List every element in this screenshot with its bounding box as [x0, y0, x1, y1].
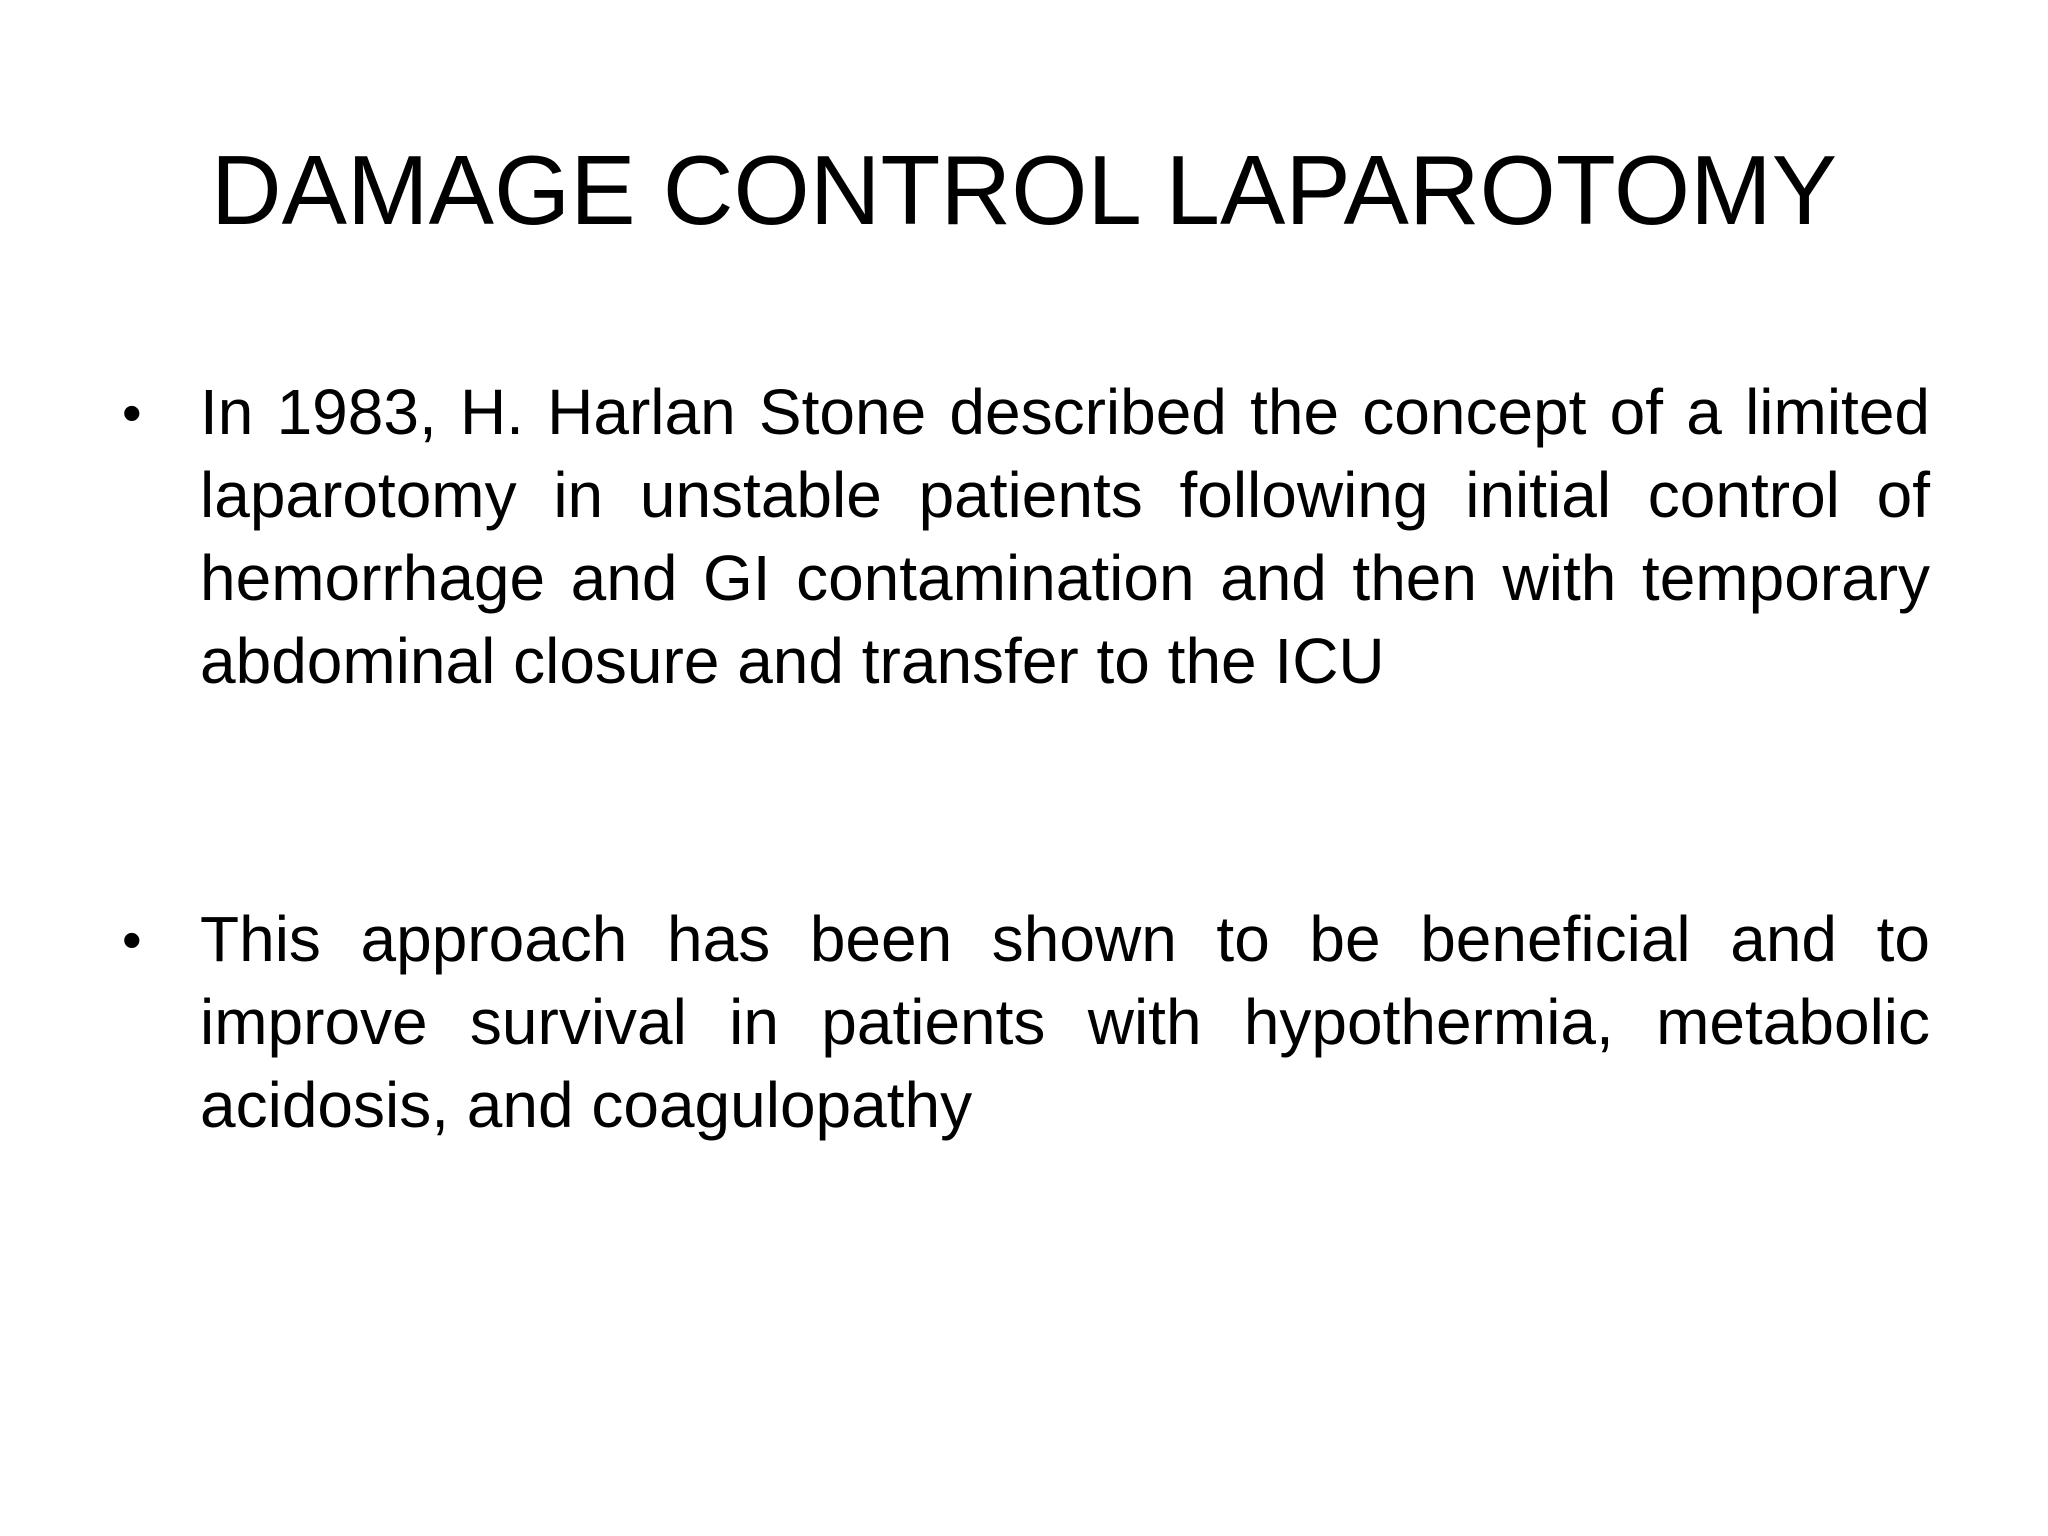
- bullet-marker-icon: •: [122, 381, 142, 444]
- bullet-text: In 1983, H. Harlan Stone described the concept of a limited laparotomy in unstable patients following initial control of hemorrhage and GI contamination and then with temporary abdominal closure and transfer to the ICU: [200, 376, 1930, 697]
- slide-title: DAMAGE CONTROL LAPAROTOMY: [210, 135, 1838, 245]
- bullet-marker-icon: •: [122, 908, 142, 971]
- bullet-item-1: [122, 371, 1930, 703]
- bullet-text: This approach has been shown to be beneficial and to improve survival in patients with hypothermia, metabolic acidosis, and coagulopathy: [200, 903, 1930, 1141]
- bullet-item-2: [122, 898, 1930, 1147]
